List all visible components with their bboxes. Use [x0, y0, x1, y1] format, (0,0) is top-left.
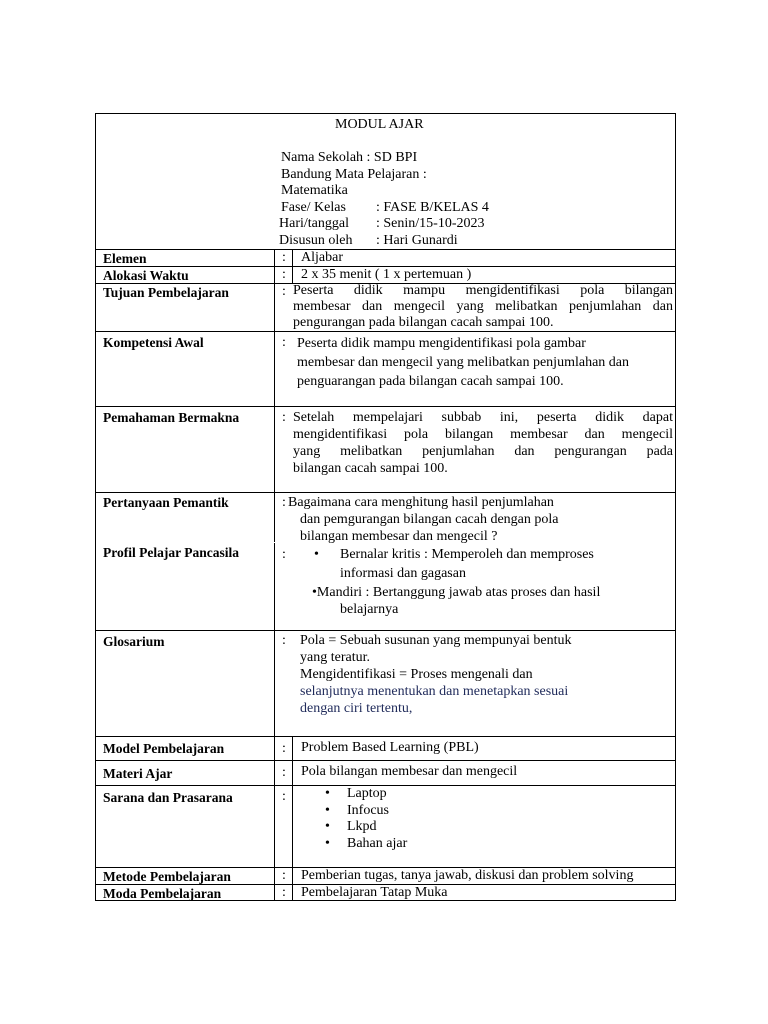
list-item: • Bernalar kritis : Memperoleh dan memproses [314, 547, 594, 562]
row-value: 2 x 35 menit ( 1 x pertemuan ) [301, 267, 472, 282]
row-colon: : [282, 885, 286, 900]
row-value: Pemberian tugas, tanya jawab, diskusi dan problem solving [301, 868, 634, 883]
bullet-icon: • [314, 547, 319, 562]
row-colon: : [282, 267, 286, 282]
row-value: Bagaimana cara menghitung hasil penjumlahan dan pemgurangan bilangan cacah dengan pola bilangan membesar dan mengecil ? [288, 495, 559, 544]
row-colon: : [282, 410, 286, 425]
school-name: Nama Sekolah : SD BPI [281, 150, 418, 165]
row-colon: : [282, 868, 286, 883]
list-item: • Infocus [325, 802, 389, 818]
row-label: Model Pembelajaran [103, 741, 225, 756]
row-label: Metode Pembelajaran [103, 869, 231, 884]
modul-ajar-table [95, 113, 676, 901]
row-metode-pembelajaran [96, 867, 675, 884]
list-item: •Mandiri : Bertanggung jawab atas proses dan hasil [312, 585, 601, 600]
row-colon: : [282, 741, 286, 756]
row-moda-pembelajaran [96, 884, 675, 900]
bullet-icon: • [312, 585, 317, 600]
row-pemahaman-bermakna [96, 406, 675, 492]
row-value: Peserta didik mampu mengidentifikasi pola bilangan membesar dan mengecil yang melibatkan penjumlahan dan pengurangan pada bilangan cacah sampai 100. [293, 283, 673, 330]
row-colon: : [282, 335, 286, 350]
hari-value: : Senin/15-10-2023 [376, 216, 485, 231]
row-value: Problem Based Learning (PBL) [301, 740, 479, 755]
row-materi-ajar [96, 760, 675, 785]
row-label: Kompetensi Awal [103, 335, 204, 350]
row-label: Pemahaman Bermakna [103, 410, 240, 425]
row-colon: : [282, 284, 286, 299]
row-elemen [96, 249, 675, 266]
row-label: Sarana dan Prasarana [103, 790, 233, 805]
disusun-label: Disusun oleh [279, 233, 353, 248]
row-label: Materi Ajar [103, 766, 173, 781]
row-colon: : [282, 789, 286, 804]
row-label: Profil Pelajar Pancasila [103, 545, 239, 560]
row-label: Pertanyaan Pemantik [103, 495, 229, 510]
fase-value: : FASE B/KELAS 4 [376, 200, 489, 215]
row-label: Glosarium [103, 634, 165, 649]
row-model-pembelajaran [96, 736, 675, 760]
row-colon: : [282, 765, 286, 780]
row-value: • Bernalar kritis : Memperoleh dan memproses informasi dan gagasan •Mandiri : Bertanggung jawab atas proses dan hasil belajarnya [314, 545, 673, 617]
row-profil-pelajar-pancasila [96, 542, 675, 630]
header-block [96, 114, 675, 252]
row-value [325, 786, 673, 852]
row-value: Aljabar [301, 250, 343, 265]
list-item: • Bahan ajar [325, 835, 408, 851]
row-colon: : [282, 495, 286, 510]
bullet-icon: • [325, 786, 330, 801]
row-pertanyaan-pemantik [96, 492, 675, 542]
fase-label: Fase/ Kelas [281, 200, 346, 215]
row-label: Alokasi Waktu [103, 268, 189, 283]
subject-name: Matematika [281, 183, 348, 198]
row-value: Pembelajaran Tatap Muka [301, 885, 448, 900]
row-colon: : [282, 633, 286, 648]
document-title: MODUL AJAR [335, 117, 424, 132]
hari-label: Hari/tanggal [279, 216, 349, 231]
row-glosarium [96, 630, 675, 736]
row-tujuan-pembelajaran [96, 283, 675, 331]
list-item: • Laptop [325, 786, 387, 801]
row-value: Setelah mempelajari subbab ini, peserta didik dapat mengidentifikasi pola bilangan membesar dan mengecil yang melibatkan penjumlahan dan pengurangan pada bilangan cacah sampai 100. [293, 410, 673, 476]
school-city-subject: Bandung Mata Pelajaran : [281, 167, 427, 182]
row-alokasi-waktu [96, 266, 675, 283]
row-colon: : [282, 547, 286, 562]
row-value: Pola = Sebuah susunan yang mempunyai bentuk yang teratur. Mengidentifikasi = Proses mengenali dan selanjutnya menentukan dan menetapkan sesuai dengan ciri tertentu, [300, 633, 572, 716]
row-sarana-prasarana [96, 785, 675, 867]
list-item: • Lkpd [325, 819, 377, 834]
row-label: Elemen [103, 251, 147, 266]
row-colon: : [282, 250, 286, 265]
bullet-icon: • [325, 835, 330, 851]
bullet-icon: • [325, 802, 330, 818]
disusun-value: : Hari Gunardi [376, 233, 458, 248]
row-label: Moda Pembelajaran [103, 886, 222, 901]
bullet-icon: • [325, 819, 330, 834]
row-value: Peserta didik mampu mengidentifikasi pola gambar membesar dan mengecil yang melibatkan penjumlahan dan penguarangan pada bilangan cacah sampai 100. [297, 336, 629, 389]
row-value: Pola bilangan membesar dan mengecil [301, 764, 518, 779]
row-label: Tujuan Pembelajaran [103, 285, 229, 300]
row-kompetensi-awal [96, 331, 675, 406]
